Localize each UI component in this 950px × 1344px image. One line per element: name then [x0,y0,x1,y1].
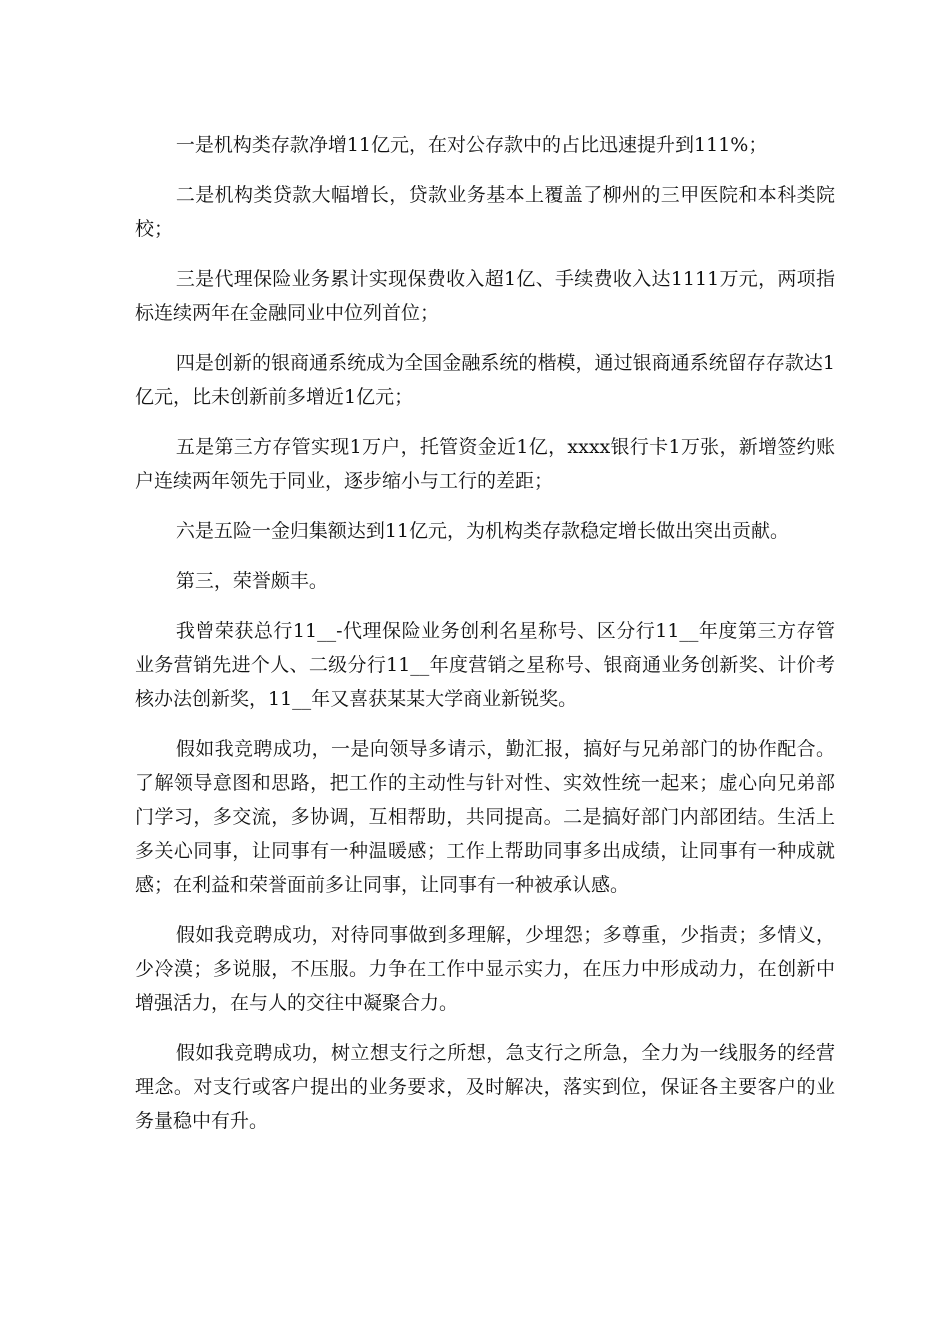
paragraph-3: 三是代理保险业务累计实现保费收入超1亿、手续费收入达1111万元，两项指标连续两年在金融同业中位列首位； [135,268,835,324]
paragraph-4: 四是创新的银商通系统成为全国金融系统的楷模，通过银商通系统留存存款达1亿元，比未创新前多增近1亿元； [135,352,835,408]
paragraph-6: 六是五险一金归集额达到11亿元，为机构类存款稳定增长做出突出贡献。 [175,520,790,542]
paragraph-5: 五是第三方存管实现1万户，托管资金近1亿，xxxx银行卡1万张，新增签约账户连续两年领先于同业，逐步缩小与工行的差距； [135,436,835,492]
document-body [135,128,835,1154]
paragraph-plan-2: 假如我竞聘成功，对待同事做到多理解，少埋怨；多尊重，少指责；多情义，少冷漠；多说服，不压服。力争在工作中显示实力，在压力中形成动力，在创新中增强活力，在与人的交往中凝聚合力。 [135,924,835,1014]
paragraph-plan-1: 假如我竞聘成功，一是向领导多请示，勤汇报，搞好与兄弟部门的协作配合。了解领导意图和思路，把工作的主动性与针对性、实效性统一起来；虚心向兄弟部门学习，多交流，多协调，互相帮助，共同提高。二是搞好部门内部团结。生活上多关心同事，让同事有一种温暖感；工作上帮助同事多出成绩，让同事有一种成就感；在利益和荣誉面前多让同事，让同事有一种被承认感。 [135,738,835,896]
paragraph-2: 二是机构类贷款大幅增长，贷款业务基本上覆盖了柳州的三甲医院和本科类院校； [135,184,835,240]
paragraph-plan-3: 假如我竞聘成功，树立想支行之所想，急支行之所急，全力为一线服务的经营理念。对支行或客户提出的业务要求，及时解决，落实到位，保证各主要客户的业务量稳中有升。 [135,1042,835,1132]
paragraph-1: 一是机构类存款净增11亿元，在对公存款中的占比迅速提升到111%； [175,134,768,156]
section-heading-honors: 第三，荣誉颇丰。 [175,570,328,592]
paragraph-honors: 我曾荣获总行11__-代理保险业务创利名星称号、区分行11__年度第三方存管业务营销先进个人、二级分行11__年度营销之星称号、银商通业务创新奖、计价考核办法创新奖，11__年又喜获某某大学商业新锐奖。 [135,620,835,710]
